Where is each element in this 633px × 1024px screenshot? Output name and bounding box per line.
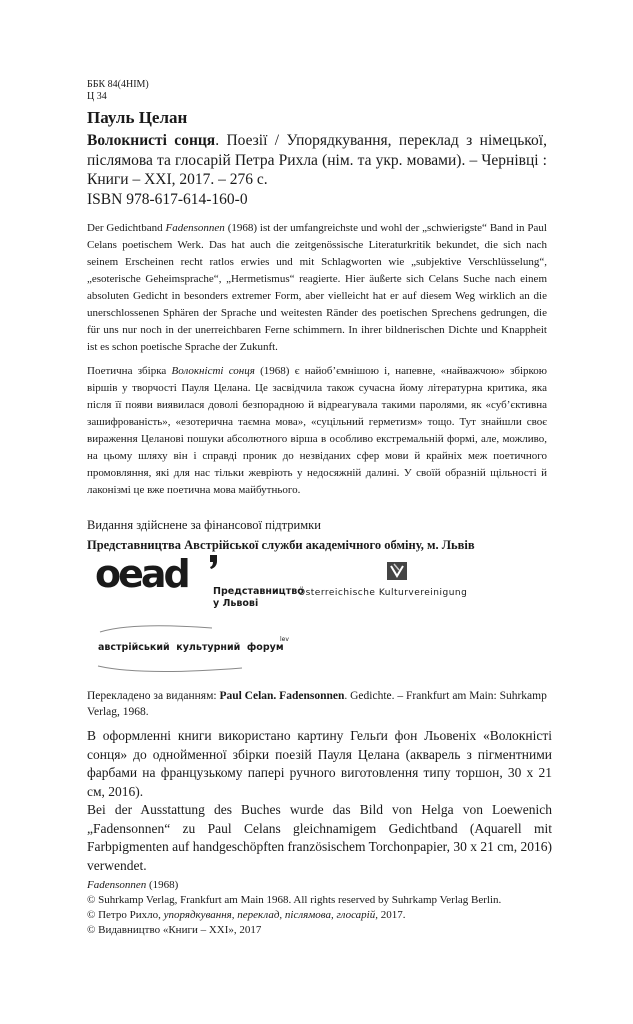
- oead-sub-line2: у Львові: [213, 598, 259, 609]
- copyright-work: [87, 878, 557, 893]
- book-title: Волокнисті сонця: [87, 132, 216, 149]
- copyright-translator-role: упорядкування, переклад, післямова, глосарій,: [163, 909, 378, 921]
- annotation-uk-text: Поетична збірка: [87, 365, 172, 377]
- annotation-ukrainian: [87, 363, 547, 499]
- support-line: Видання здійснене за фінансової підтримки: [87, 518, 321, 532]
- copyright-block: [87, 878, 557, 938]
- support-org: Представництва Австрійської служби академічного обміну, м. Львів: [87, 538, 475, 552]
- cover-note-de: Bei der Ausstattung des Buches wurde das Bild von Helga von Loewenich „Fadensonnen“ zu Paul Celans gleichnamigem Gedichtband (Aquarell mit Farbpigmenten auf handgeschöpften französischem Torchonpapier, 30 x 21 cm, 2016) verwendet.: [87, 802, 553, 873]
- bib-rest: . Поезії / Упорядкування, переклад з німецької, післямова та глосарій Петра Рихла (нім. та укр. мовами). – Чернівці : Книги – ХХІ, 2017. – 276 с.: [87, 132, 547, 188]
- bbk-code: ББК 84(4НІМ): [87, 79, 149, 90]
- oead-wordmark: oead: [95, 552, 188, 596]
- copyright-press: © Видавництво «Книги – ХХІ», 2017: [87, 924, 262, 936]
- translated-from: [87, 688, 557, 720]
- copyright-translator: [87, 908, 557, 923]
- okv-name: Österreichische Kulturvereinigung: [298, 588, 468, 598]
- original-rest: . Gedichte. – Frankfurt am Main: Suhrkamp Verlag, 1968.: [87, 690, 547, 718]
- oead-apostrophe-icon: [208, 555, 217, 569]
- isbn: ISBN 978-617-614-160-0: [87, 190, 248, 208]
- okv-emblem-icon: [385, 561, 409, 581]
- annotation-de-title: Fadensonnen: [165, 222, 225, 234]
- forum-logo: [92, 624, 302, 674]
- oead-sub-line1: Представництво: [213, 586, 304, 597]
- annotation-de-rest: (1968) ist der umfangreichste und wohl der „schwierigste“ Band in Paul Celans poetischem Werk. Das hat auch die zeitgenössische Literaturkritik bekundet, die sich nach seinem Erscheinen recht ratlos erwies und mit Schlagworten wie „subjektive Verschlüsselung“, „esoterische Geheimsprache“, „Hermetismus“ reagierte. Hier äußerte sich Celans Suche nach einem absoluten Gedicht in besonders extremer Form, aber vielleicht hat er auf diesem Weg wirklich an die unerschlossenen Sphären der Sprache und weitesten Ränder des poetischen Sprechens gedrungen, die für uns nur noch in der unerreichbaren Ferne schimmern. In ihrer bildnerischen Dichte und Knappheit ist es schon poetische Sprache der Zukunft.: [87, 222, 547, 353]
- oead-subtitle: [213, 586, 304, 610]
- forum-name: австрійський культурний форум: [98, 642, 284, 653]
- annotation-german: [87, 220, 547, 356]
- author-name: Пауль Целан: [87, 108, 188, 127]
- annotation-de-text: Der Gedichtband: [87, 222, 166, 234]
- copyright-translator-name: © Петро Рихло,: [87, 909, 164, 921]
- copyright-translator-year: 2017.: [377, 909, 406, 921]
- copyright-work-title: Fadensonnen: [87, 879, 147, 891]
- oead-logo: [95, 554, 188, 594]
- forum-sup: lev: [280, 636, 289, 643]
- author-code: Ц 34: [87, 91, 107, 102]
- bibliographic-record: [87, 131, 547, 209]
- classification: [87, 79, 149, 103]
- annotation-uk-rest: (1968) є найоб’ємнішою і, напевне, «найважчою» збіркою віршів у творчості Пауля Целана. Це засвідчила також сучасна йому літературна критика, яка після її появи виявилася доволі безпорадною й відреагувала такими паролями, як «суб’єктивна зашифрованість», «езотерична таємна мова», «суцільний герметизм» тощо. Тут знайшли своє вираження Целанові пошуки абсолютного вірша в особливо екстремальній формі, але, можливо, на цьому шляху він і справді проник до незвіданих сфер мови й крайніх меж поетичного промовляння, які для нас тільки жевріють у недосяжній далині. У своїй образній щільності й лаконізмі це вже поетична мова майбутнього.: [87, 365, 548, 496]
- translated-prefix: Перекладено за виданням:: [87, 690, 220, 702]
- original-title: Paul Celan. Fadensonnen: [219, 690, 345, 702]
- copyright-work-year: (1968): [146, 879, 179, 891]
- support-note: [87, 515, 557, 555]
- copyright-publisher: © Suhrkamp Verlag, Frankfurt am Main 1968. All rights reserved by Suhrkamp Verlag Berlin.: [87, 894, 502, 906]
- annotation-uk-title: Волокністі сонця: [171, 365, 255, 377]
- cover-note-uk: В оформленні книги використано картину Гельґи фон Льовеніх «Волокністі сонця» до однойменної збірки поезій Пауля Целана (акварель з пігментними фарбами на французькому папері ручного виготовлення типу торшон, 30 х 21 см, 2016).: [87, 728, 552, 799]
